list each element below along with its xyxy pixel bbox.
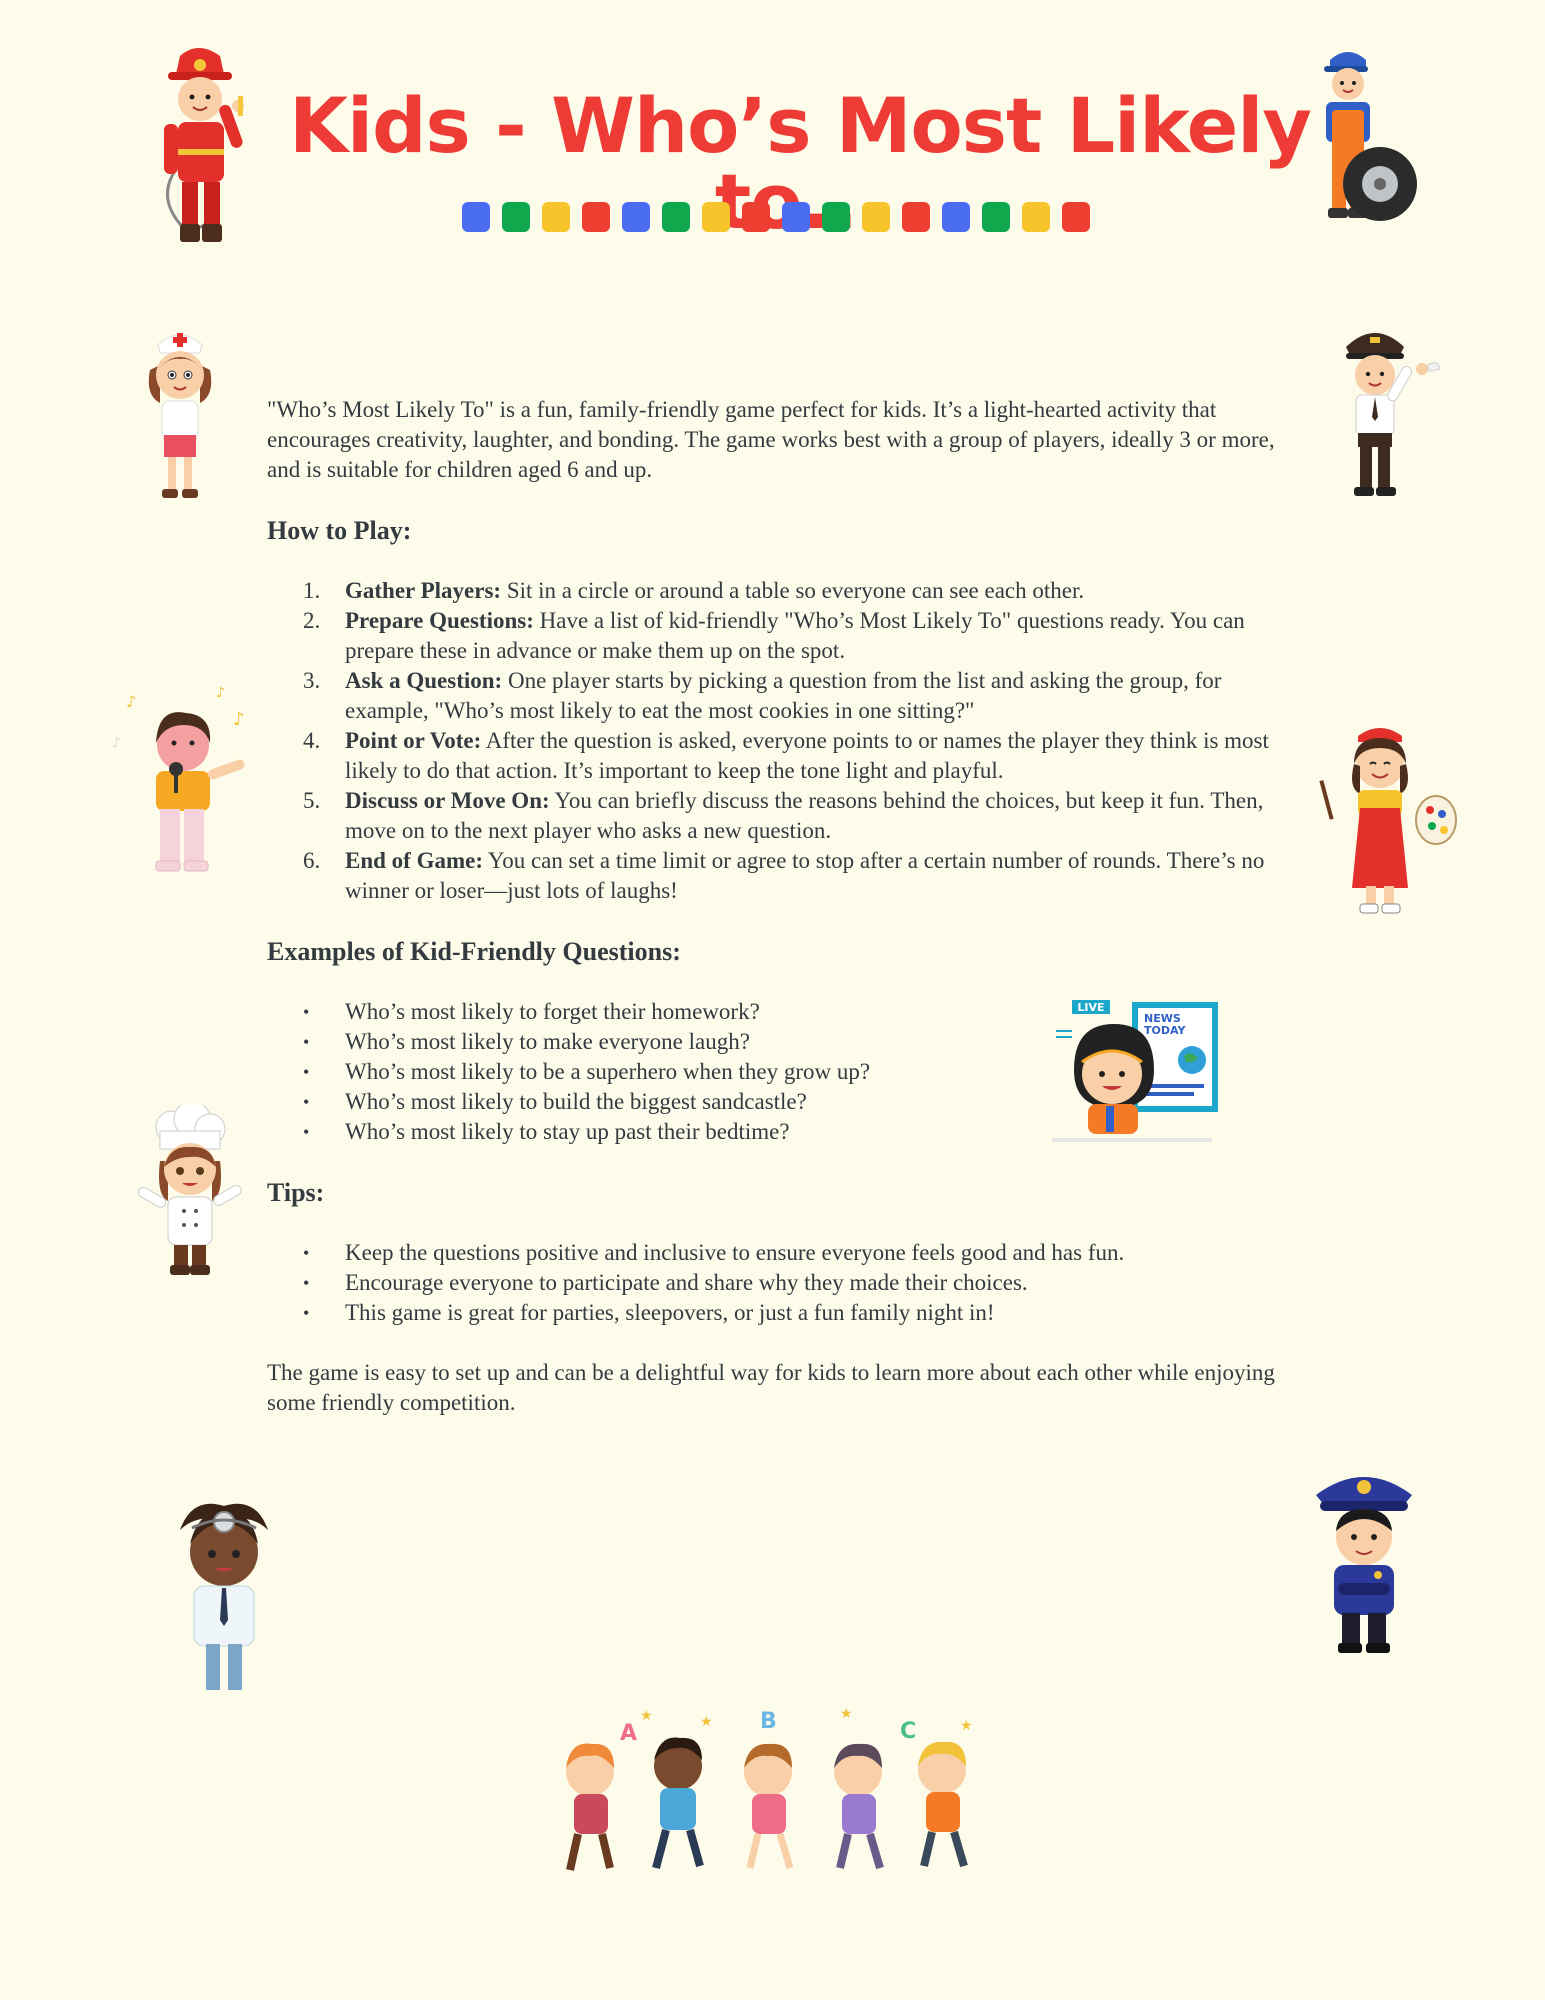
step-label: End of Game: xyxy=(345,848,483,873)
main-content xyxy=(267,395,1287,1418)
how-to-play-heading: How to Play: xyxy=(267,516,412,545)
tip-item: • This game is great for parties, sleepovers, or just a fun family night in! xyxy=(267,1298,1287,1328)
svg-text:♪: ♪ xyxy=(126,692,137,711)
step-label: Ask a Question: xyxy=(345,668,503,693)
color-dot xyxy=(542,202,570,232)
intro-paragraph: "Who’s Most Likely To" is a fun, family-friendly game perfect for kids. It’s a light-hearted activity that encourages creativity, laughter, and bonding. The game works best with a group of players, ideally 3 or more, and is suitable for children aged 6 and up. xyxy=(267,397,1275,482)
example-question-item: • Who’s most likely to forget their homework? xyxy=(267,997,1287,1027)
color-dot xyxy=(742,202,770,232)
examples-heading: Examples of Kid-Friendly Questions: xyxy=(267,937,681,966)
step-text: Have a list of kid-friendly "Who’s Most Likely To" questions ready. You can prepare these in advance or make them up on the spot. xyxy=(345,608,1245,663)
step-label: Point or Vote: xyxy=(345,728,482,753)
color-dot xyxy=(982,202,1010,232)
svg-text:★: ★ xyxy=(840,1706,853,1722)
chef-illustration xyxy=(130,1105,250,1280)
police-illustration xyxy=(1308,1465,1420,1660)
step-text: You can set a time limit or agree to stop after a certain number of rounds. There’s no winner or loser—just lots of laughs! xyxy=(345,848,1265,903)
step-label: Gather Players: xyxy=(345,578,502,603)
color-dot xyxy=(822,202,850,232)
step-item xyxy=(267,666,1287,726)
news-label-2: TODAY xyxy=(1144,1024,1186,1037)
news-label-1: NEWS xyxy=(1144,1012,1181,1025)
color-dot xyxy=(862,202,890,232)
step-item xyxy=(267,786,1287,846)
svg-text:★: ★ xyxy=(700,1714,713,1730)
tip-item: • Keep the questions positive and inclusive to ensure everyone feels good and has fun. xyxy=(267,1238,1287,1268)
color-dot xyxy=(502,202,530,232)
color-dot xyxy=(582,202,610,232)
how-to-play-list xyxy=(267,576,1287,906)
mechanic-illustration xyxy=(1308,46,1423,226)
live-label: LIVE xyxy=(1077,1001,1105,1014)
color-dot xyxy=(1062,202,1090,232)
step-number: 3. xyxy=(303,668,321,693)
example-question-item: • Who’s most likely to stay up past their bedtime? xyxy=(267,1117,1287,1147)
closing-paragraph: The game is easy to set up and can be a delightful way for kids to learn more about each other while enjoying some friendly competition. xyxy=(267,1360,1275,1415)
example-question-item: • Who’s most likely to make everyone laugh? xyxy=(267,1027,1287,1057)
page-title: Kids - Who’s Most Likely xyxy=(289,81,1311,170)
step-number: 6. xyxy=(303,848,321,873)
color-dot xyxy=(702,202,730,232)
running-kids-illustration xyxy=(540,1700,1005,1890)
letter-b: B xyxy=(760,1709,777,1734)
color-dot xyxy=(622,202,650,232)
svg-text:♪: ♪ xyxy=(216,685,225,701)
color-dot xyxy=(782,202,810,232)
color-dot xyxy=(662,202,690,232)
step-number: 2. xyxy=(303,608,321,633)
color-dot xyxy=(462,202,490,232)
step-item xyxy=(267,726,1287,786)
svg-text:★: ★ xyxy=(640,1708,653,1724)
letter-a: A xyxy=(620,1721,638,1746)
singer-illustration xyxy=(108,685,253,880)
color-dot xyxy=(942,202,970,232)
color-dot xyxy=(1022,202,1050,232)
tips-heading: Tips: xyxy=(267,1178,325,1207)
doctor-illustration xyxy=(172,1500,277,1700)
pilot-illustration xyxy=(1340,325,1445,500)
step-label: Prepare Questions: xyxy=(345,608,534,633)
step-item xyxy=(267,846,1287,906)
step-text: One player starts by picking a question from the list and asking the group, for example, "Who’s most likely to eat the most cookies in one sitting?" xyxy=(345,668,1222,723)
color-dot xyxy=(902,202,930,232)
step-text: You can briefly discuss the reasons behind the choices, but keep it fun. Then, move on to the next player who asks a new question. xyxy=(345,788,1264,843)
example-question-item: • Who’s most likely to be a superhero when they grow up? xyxy=(267,1057,1287,1087)
step-number: 4. xyxy=(303,728,321,753)
step-item xyxy=(267,576,1287,606)
step-item xyxy=(267,606,1287,666)
step-text: Sit in a circle or around a table so everyone can see each other. xyxy=(501,578,1085,603)
step-number: 5. xyxy=(303,788,321,813)
tip-item: • Encourage everyone to participate and share why they made their choices. xyxy=(267,1268,1287,1298)
step-label: Discuss or Move On: xyxy=(345,788,550,813)
step-text: After the question is asked, everyone points to or names the player they think is most likely to do that action. It’s important to keep the tone light and playful. xyxy=(345,728,1269,783)
examples-list xyxy=(267,997,1287,1147)
letter-c: C xyxy=(900,1719,917,1744)
example-question-item: • Who’s most likely to build the biggest sandcastle? xyxy=(267,1087,1287,1117)
svg-text:♪: ♪ xyxy=(112,735,121,751)
firefighter-illustration xyxy=(150,44,260,249)
nurse-illustration xyxy=(140,325,222,500)
color-dots-row xyxy=(462,202,1090,232)
svg-text:♪: ♪ xyxy=(233,709,245,730)
step-number: 1. xyxy=(303,578,321,603)
svg-text:★: ★ xyxy=(960,1718,973,1734)
tips-list xyxy=(267,1238,1287,1328)
painter-illustration xyxy=(1318,718,1460,918)
